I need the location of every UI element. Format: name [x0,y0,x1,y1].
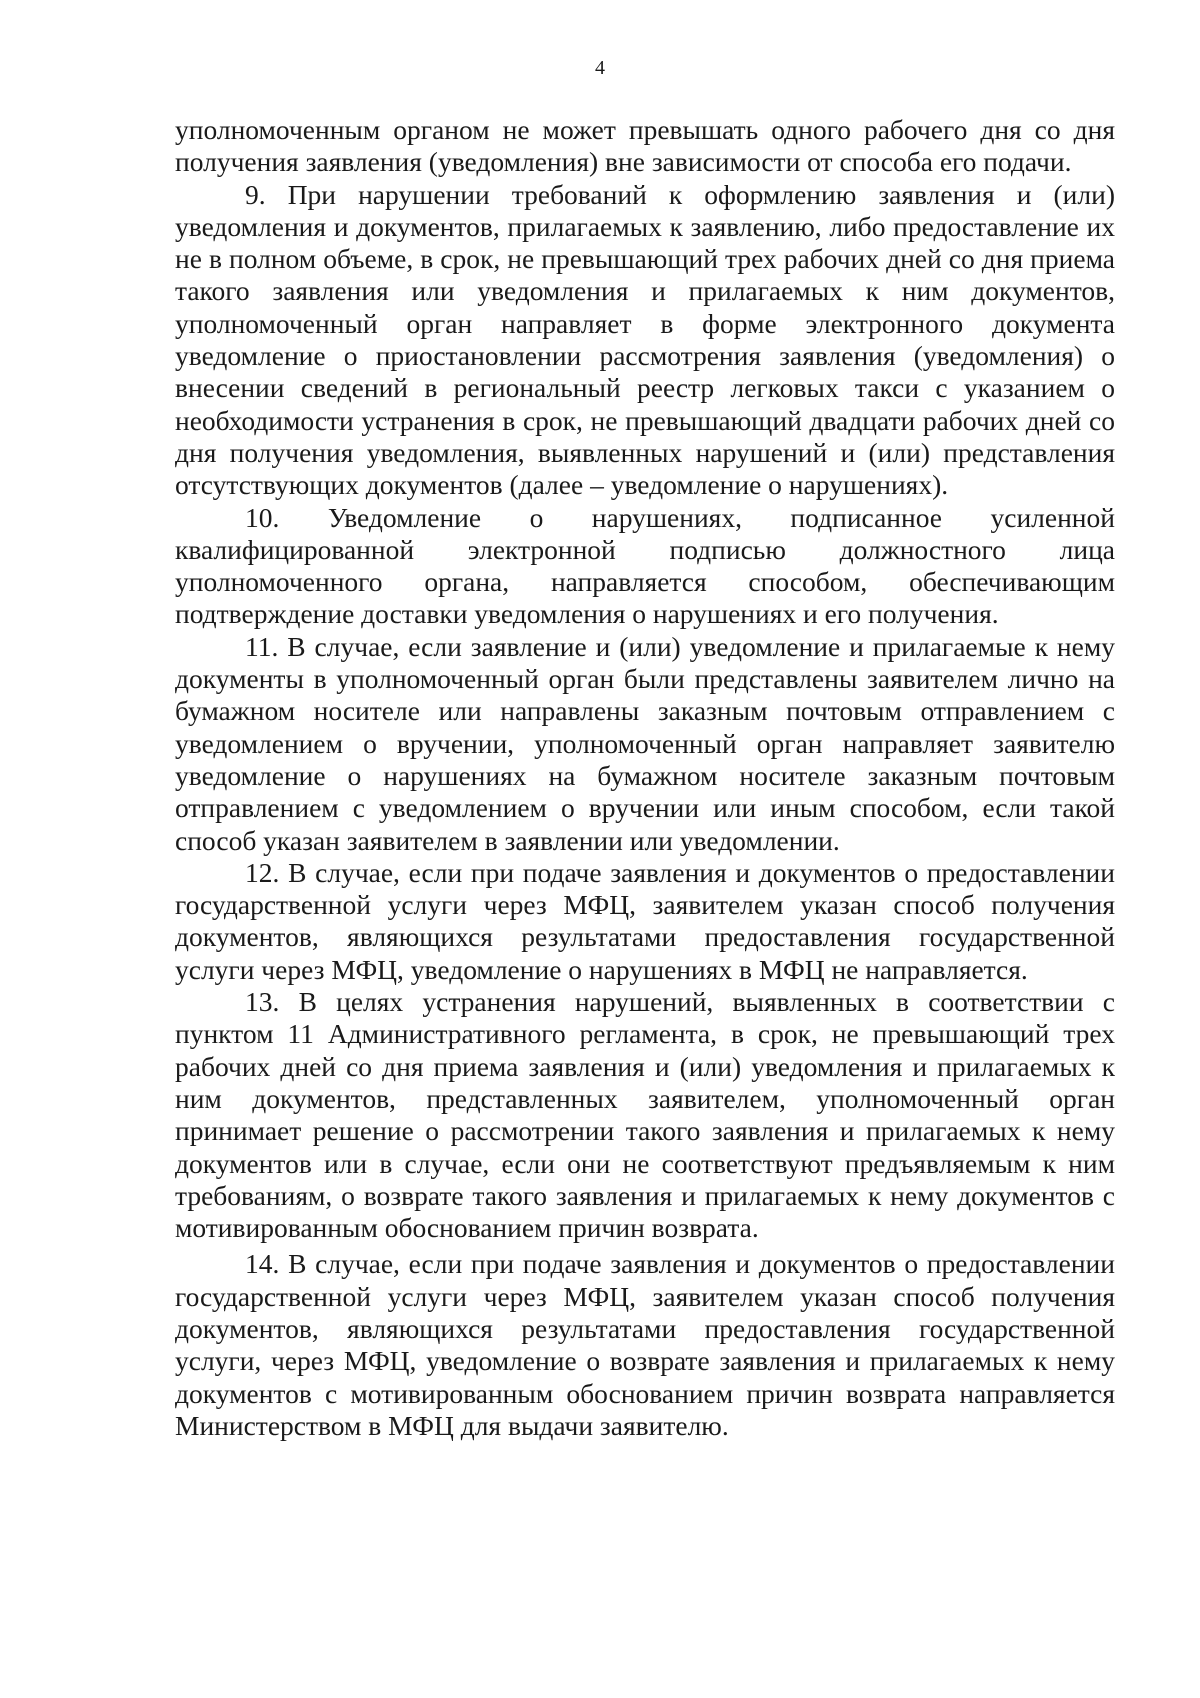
paragraph-14: 14. В случае, если при подаче заявления и документов о предоставлении государственной услуги через МФЦ, заявителем указан способ получения документов, являющихся результатами предоставления государственной услуги, через МФЦ, уведомление о возврате заявления и прилагаемых к нему документов с мотивированным обоснованием причин возврата направляется Министерством в МФЦ для выдачи заявителю. [175,1248,1115,1441]
paragraph-13: 13. В целях устранения нарушений, выявленных в соответствии с пунктом 11 Административного регламента, в срок, не превышающий трех рабочих дней со дня приема заявления и (или) уведомления и прилагаемых к ним документов, представленных заявителем, уполномоченный орган принимает решение о рассмотрении такого заявления и прилагаемых к нему документов или в случае, если они не соответствуют предъявляемым к ним требованиям, о возврате такого заявления и прилагаемых к нему документов с мотивированным обоснованием причин возврата. [175,986,1115,1244]
paragraph-continuation: уполномоченным органом не может превышать одного рабочего дня со дня получения заявления (уведомления) вне зависимости от способа его подачи. [175,114,1115,178]
document-body [175,114,1115,1442]
paragraph-12: 12. В случае, если при подаче заявления и документов о предоставлении государственной услуги через МФЦ, заявителем указан способ получения документов, являющихся результатами предоставления государственной услуги через МФЦ, уведомление о нарушениях в МФЦ не направляется. [175,856,1115,985]
paragraph-10: 10. Уведомление о нарушениях, подписанное усиленной квалифицированной электронной подписью должностного лица уполномоченного органа, направляется способом, обеспечивающим подтверждение доставки уведомления о нарушениях и его получения. [175,501,1115,630]
paragraph-9: 9. При нарушении требований к оформлению заявления и (или) уведомления и документов, прилагаемых к заявлению, либо предоставление их не в полном объеме, в срок, не превышающий трех рабочих дней со дня приема такого заявления или уведомления и прилагаемых к ним документов, уполномоченный орган направляет в форме электронного документа уведомление о приостановлении рассмотрения заявления (уведомления) о внесении сведений в региональный реестр легковых такси с указанием о необходимости устранения в срок, не превышающий двадцати рабочих дней со дня получения уведомления, выявленных нарушений и (или) представления отсутствующих документов (далее – уведомление о нарушениях). [175,178,1115,501]
page-number: 4 [595,57,605,79]
paragraph-11: 11. В случае, если заявление и (или) уведомление и прилагаемые к нему документы в уполномоченный орган были представлены заявителем лично на бумажном носителе или направлены заказным почтовым отправлением с уведомлением о вручении, уполномоченный орган направляет заявителю уведомление о нарушениях на бумажном носителе заказным почтовым отправлением с уведомлением о вручении или иным способом, если такой способ указан заявителем в заявлении или уведомлении. [175,630,1115,856]
